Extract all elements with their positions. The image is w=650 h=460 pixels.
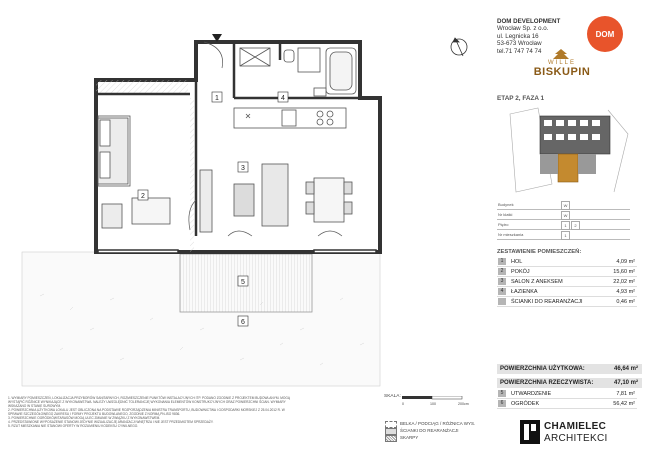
company-name: DOM DEVELOPMENT [497, 18, 561, 25]
legend-label: SKARPY [400, 435, 419, 440]
room-area: 4,93 m² [616, 288, 635, 295]
extra-area: 56,42 m² [613, 400, 635, 407]
bedroom-furniture [98, 116, 170, 228]
legend-label: ŚCIANKI DO REARANŻACJI [400, 428, 459, 433]
note-line: WYSTĄPIĆ RÓŻNICE WYNIKAJĄCE Z WYKONAWSTWA. NALEŻY UWZGLĘDNIĆ TOLERANCJĘ WYKONANIA ELEMENTÓW KONSTRUKCYJNYCH ORAZ POWIERZCHNI ŚCIAN. WYMIARY [8, 400, 286, 404]
legend-swatch-slopes [385, 435, 397, 442]
scale-label: SKALA: [384, 394, 401, 399]
note-line: 3. POWIERZCHNIE OGRÓDKÓW/TARASÓW MOGĄ ULEC ZMIANIE W ZWIĄZKU Z WYKONAWSTWEM. [8, 416, 161, 420]
rooms-header: ZESTAWIENIE POMIESZCZEŃ: [497, 249, 582, 255]
company-line2: Wrocław Sp. z o.o. [497, 25, 549, 33]
scale-tick-2: 200cm [458, 402, 469, 406]
real-area-label: POWIERZCHNIA RZECZYWISTA: [500, 380, 594, 386]
info-row-apartment [497, 230, 630, 240]
scale-tick-1: 100 [430, 402, 436, 406]
info-mark: 1 [561, 221, 570, 230]
info-row-building [497, 200, 630, 210]
room-area: 22,02 m² [613, 278, 635, 285]
room-row [497, 267, 637, 277]
brand-line2: BISKUPIN [533, 66, 591, 78]
note-line: 1. WYMIARY POMIESZCZEŃ, LOKALIZACJA PRZYBORÓW SANITARNYCH, ROZMIESZCZENIE PUNKTÓW INSTALACYJNYCH ITP. PODANO ZGODNIE Z PROJEKTEM BUDOWLANYM. MOGĄ [8, 396, 291, 400]
room-row [497, 287, 637, 297]
compass-icon [451, 38, 467, 56]
usable-area-total [497, 364, 642, 374]
info-mark: W [561, 211, 570, 220]
architect-line2: ARCHITEKCI [544, 433, 608, 444]
scale-tick-0: 0 [402, 402, 404, 406]
room-area: 0,46 m² [616, 298, 635, 305]
room-label-2: 2 [141, 193, 145, 200]
real-area-value: 47,10 m² [613, 380, 638, 386]
room-label-1: 1 [215, 95, 219, 102]
info-mark: W [561, 201, 570, 210]
info-table [497, 200, 630, 240]
notes [8, 396, 333, 428]
extra-row [497, 399, 637, 409]
room-label-5: 5 [241, 279, 245, 286]
room-label-6: 6 [241, 319, 245, 326]
note-line: 2. POWIERZCHNIA UŻYTKOWA LOKALU JEST OBLICZONA NA PODSTAWIE ROZPORZĄDZENIA MINISTRA TRANSPORTU, BUDOWNICTWA I GOSPODARKI MORSKIEJ Z 25.04.2012 R. W [8, 408, 285, 412]
note-line: 5. RZUT MIESZKANIA NIE STANOWI OFERTY W ROZUMIENIU KODEKSU CYWILNEGO. [8, 424, 139, 428]
room-num [498, 298, 506, 305]
extra-name: UTWARDZENIE [511, 390, 552, 397]
info-mark: 1 [561, 231, 570, 240]
note-line: SPRAWIE SZCZEGÓŁOWEGO ZAKRESU I FORMY PROJEKTU BUDOWLANEGO, ZGODNIE Z NORMĄ PN-ISO 9836. [8, 412, 181, 416]
note-line: 4. PRZEDSTAWIONE WYPOSAŻENIE STANOWI JEDYNIE WIZUALIZACJĘ ARANŻACJI WNĘTRZA I NIE JEST PRZEDMIOTEM SPRZEDAŻY. [8, 420, 214, 424]
company-phone: tel.71 747 74 74 [497, 47, 542, 55]
bathroom-fixtures [240, 48, 356, 96]
info-mark: 2 [571, 221, 580, 230]
extra-num: 6 [498, 400, 506, 407]
room-row [497, 297, 637, 307]
room-label-4: 4 [281, 95, 285, 102]
info-label: Budynek [498, 202, 514, 207]
dom-logo [587, 16, 623, 52]
usable-area-value: 46,64 m² [613, 366, 638, 372]
architect-logo-icon [520, 420, 540, 444]
room-name: POKÓJ [511, 268, 530, 275]
room-num: 1 [498, 258, 506, 265]
legend-item [385, 420, 505, 427]
usable-area-label: POWIERZCHNIA UŻYTKOWA: [500, 366, 585, 372]
company-line3: ul. Legnicka 16 [497, 32, 539, 40]
extra-name: OGRÓDEK [511, 400, 540, 407]
key-plan [508, 104, 650, 196]
room-num: 2 [498, 268, 506, 275]
info-row-floor [497, 220, 630, 230]
architect-line1: CHAMIELEC [544, 421, 607, 432]
note-line: WSKAZANO W STANIE SUROWYM. [8, 404, 62, 408]
room-name: SALON Z ANEKSEM [511, 278, 563, 285]
rooms-list [497, 257, 637, 307]
extra-area: 7,81 m² [616, 390, 635, 397]
info-label: Nr mieszkania [498, 232, 524, 237]
room-num: 4 [498, 288, 506, 295]
architect-logo [520, 418, 630, 448]
legend-item [385, 434, 505, 441]
legend [385, 420, 505, 441]
leaf-icon [546, 48, 576, 60]
room-name: ŚCIANKI DO REARANŻACJI [511, 298, 583, 305]
brand-logo [532, 60, 592, 78]
real-area-total [497, 378, 642, 388]
info-label: Nr klatki [498, 212, 513, 217]
dom-logo-text: DOM [595, 29, 615, 39]
brand-line1: WILLE [547, 60, 576, 66]
room-label-3: 3 [241, 165, 245, 172]
room-name: ŁAZIENKA [511, 288, 538, 295]
legend-label: BELKA / PODCIĄG / RÓŻNICA WYS. [400, 421, 476, 426]
extra-row [497, 389, 637, 399]
etap-label: ETAP 2, FAZA 1 [497, 95, 545, 102]
extra-num: 5 [498, 390, 506, 397]
room-area: 4,09 m² [616, 258, 635, 265]
room-area: 15,60 m² [613, 268, 635, 275]
extras-list [497, 389, 637, 409]
company-line4: 53-673 Wrocław [497, 40, 542, 48]
room-row [497, 277, 637, 287]
info-row-staircase [497, 210, 630, 220]
info-label: Piętro [498, 222, 509, 227]
room-row [497, 257, 637, 267]
kitchen-counter [234, 108, 346, 128]
legend-item [385, 427, 505, 434]
living-furniture [200, 164, 352, 232]
room-name: HOL [511, 258, 523, 265]
room-num: 3 [498, 278, 506, 285]
